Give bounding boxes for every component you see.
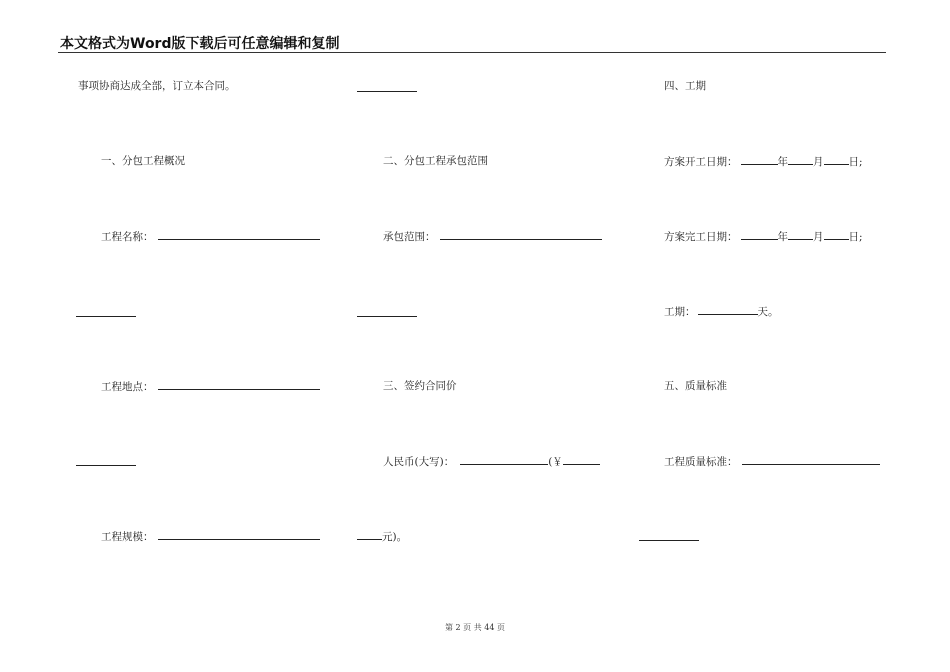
duration-field <box>664 304 779 319</box>
project-name-blank <box>158 229 320 240</box>
header-divider <box>58 52 886 53</box>
section-1-heading: 一、分包工程概况 <box>101 155 185 167</box>
project-site-label: 工程地点： <box>101 381 154 393</box>
rmb-amount-blank <box>460 454 548 465</box>
scope-continuation-blank <box>357 316 417 317</box>
scope-label: 承包范围： <box>383 231 436 243</box>
start-day-unit: 日; <box>848 156 863 168</box>
end-day-blank <box>824 229 849 240</box>
section-2-heading: 二、分包工程承包范围 <box>383 155 488 167</box>
start-month-blank <box>788 154 813 165</box>
duration-days-blank <box>698 304 758 315</box>
rmb-label: 人民币(大写)： <box>383 456 455 468</box>
duration-label: 工期： <box>664 306 696 318</box>
yuan-close-field <box>357 529 407 544</box>
document-header-title: 本文格式为Word版下载后可任意编辑和复制 <box>60 36 340 52</box>
project-name-field <box>101 229 320 244</box>
project-site-blank <box>158 379 320 390</box>
quality-standard-label: 工程质量标准： <box>664 456 738 468</box>
project-name-label: 工程名称： <box>101 231 154 243</box>
section-5-heading: 五、质量标准 <box>664 380 727 392</box>
quality-standard-blank <box>742 454 880 465</box>
page-number: 第 2 页 共 44 页 <box>445 623 505 632</box>
contract-price-field <box>383 454 600 469</box>
start-day-blank <box>824 154 849 165</box>
start-date-label: 方案开工日期： <box>664 156 738 168</box>
duration-days-unit: 天。 <box>757 306 779 318</box>
project-site-field <box>101 379 320 394</box>
planned-start-date-field <box>664 154 863 169</box>
quality-continuation-blank <box>639 540 699 541</box>
end-day-unit: 日; <box>848 231 863 243</box>
section-3-heading: 三、签约合同价 <box>383 380 457 392</box>
end-month-unit: 月 <box>813 231 824 243</box>
section-4-heading: 四、工期 <box>664 80 706 92</box>
project-name-continuation-blank <box>76 316 136 317</box>
col2-top-blank <box>357 91 417 92</box>
quality-standard-field <box>664 454 880 469</box>
project-scale-label: 工程规模： <box>101 531 154 543</box>
end-month-blank <box>788 229 813 240</box>
start-year-blank <box>741 154 778 165</box>
yuan-close-text: 元)。 <box>382 531 408 543</box>
project-scale-field <box>101 529 320 544</box>
end-year-unit: 年 <box>777 231 788 243</box>
start-year-unit: 年 <box>777 156 788 168</box>
planned-end-date-field <box>664 229 863 244</box>
start-month-unit: 月 <box>813 156 824 168</box>
scope-blank <box>440 229 602 240</box>
project-site-continuation-blank <box>76 465 136 466</box>
intro-text: 事项协商达成全部，订立本合同。 <box>78 80 236 92</box>
end-year-blank <box>741 229 778 240</box>
yuan-amount-blank <box>357 529 382 540</box>
yen-open-text: (￥ <box>548 456 563 468</box>
scope-field <box>383 229 602 244</box>
end-date-label: 方案完工日期： <box>664 231 738 243</box>
yen-amount-blank <box>563 454 600 465</box>
project-scale-blank <box>158 529 320 540</box>
